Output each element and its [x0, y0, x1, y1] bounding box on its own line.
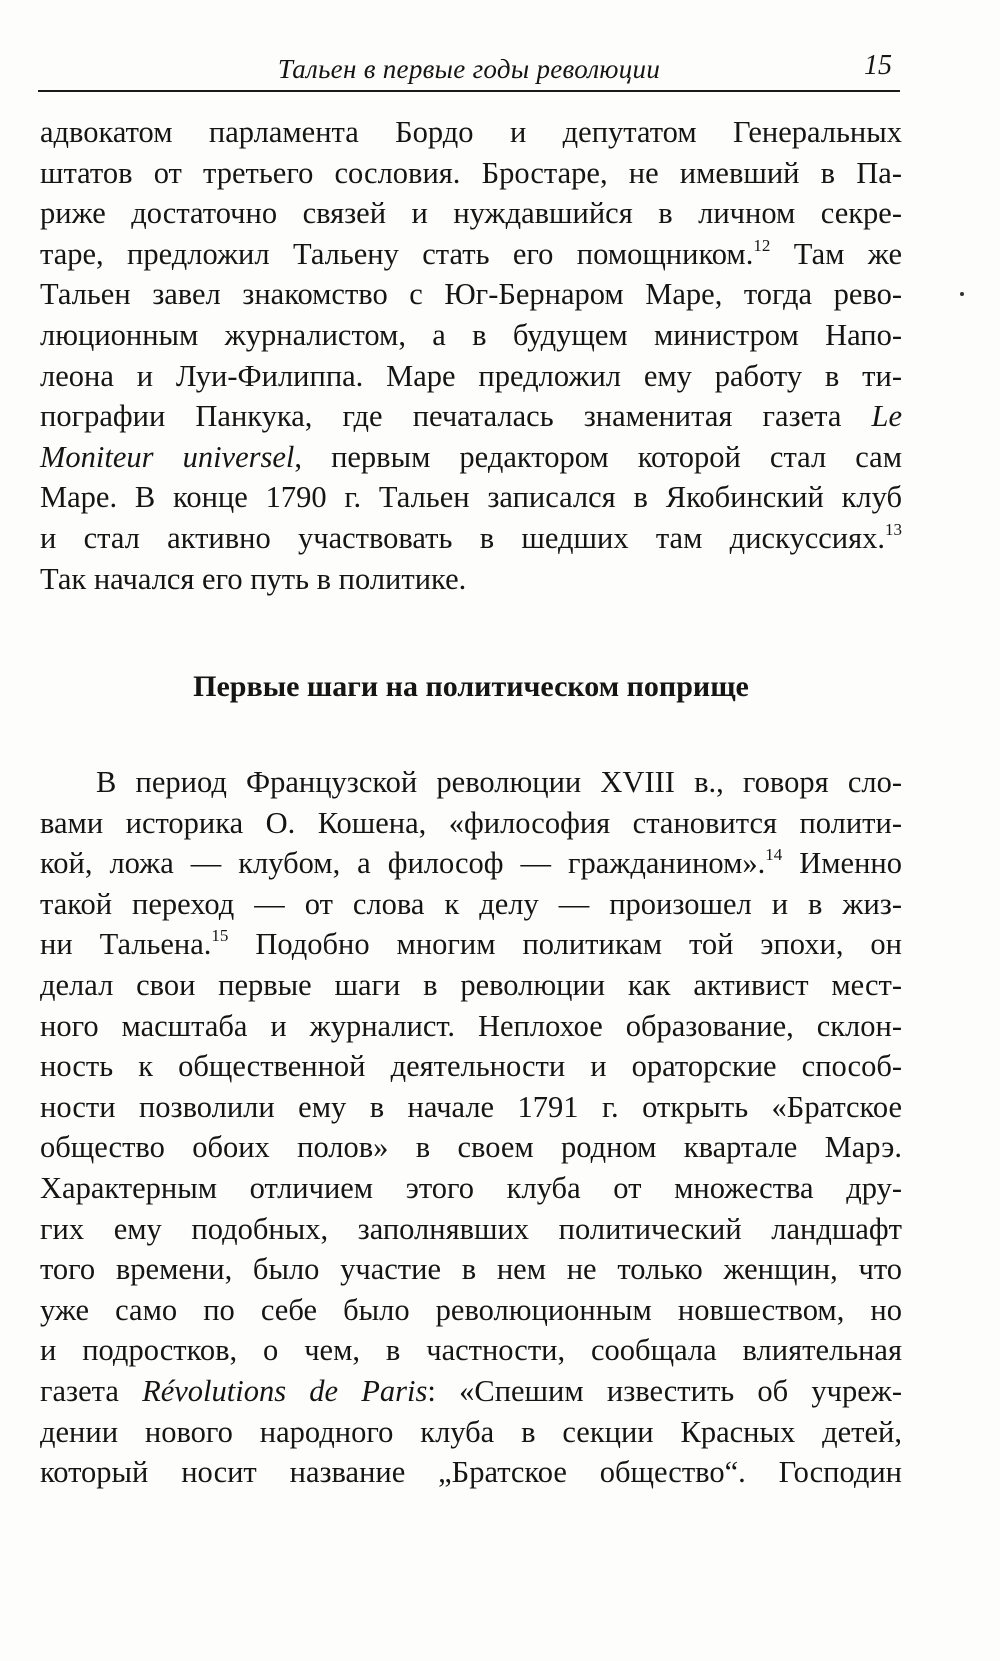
- text-line: таре, предложил Тальену стать его помощником.$^{12}$ Там же: [40, 235, 903, 271]
- text-line: адвокатом парламента Бордо и депутатом Генеральных: [40, 115, 902, 149]
- text-line: газета Révolutions de Paris: «Спешим известить об учреж-: [40, 1373, 902, 1408]
- running-header: [38, 46, 900, 92]
- text-line: и стал активно участвовать в шедших там дискуссиях.$^{13}$: [40, 519, 902, 555]
- footnote-ref: 15: [211, 926, 229, 946]
- text-line: который носит название „Братское общество“. Господин: [40, 1455, 902, 1490]
- paragraph-2: [40, 762, 902, 1493]
- text-line: Тальен завел знакомство с Юг-Бернаром Маре, тогда рево-: [40, 277, 902, 312]
- newspaper-title: Révolutions de Paris: [142, 1373, 428, 1408]
- text-line: риже достаточно связей и нуждавшийся в личном секре-: [40, 196, 902, 231]
- text-line: кой, ложа — клубом, а философ — гражданином».$^{14}$ Именно: [40, 845, 902, 881]
- newspaper-title: Le: [871, 399, 902, 434]
- section-heading: Первые шаги на политическом поприще: [193, 670, 749, 703]
- scan-speck: [960, 292, 964, 296]
- text-line: того времени, было участие в нем не только женщин, что: [40, 1252, 902, 1287]
- text-line: пографии Панкука, где печаталась знаменитая газета Le: [40, 399, 902, 434]
- text-line: Характерным отличием этого клуба от множества дру-: [40, 1170, 902, 1205]
- page-number: 15: [864, 50, 892, 81]
- text-line: и подростков, о чем, в частности, сообщала влиятельная: [40, 1333, 902, 1368]
- paragraph-1: [40, 112, 902, 599]
- text-line: гих ему подобных, заполнявших политический ландшафт: [40, 1211, 902, 1246]
- text-line: уже само по себе было революционным новшеством, но: [40, 1292, 902, 1327]
- footnote-ref: 14: [765, 845, 783, 865]
- text-line: В период Французской революции XVIII в., говоря сло-: [96, 765, 902, 799]
- text-line: Так начался его путь в политике.: [40, 561, 467, 596]
- footnote-ref: 12: [753, 235, 771, 255]
- text-line: общество обоих полов» в своем родном квартале Марэ.: [40, 1130, 902, 1165]
- text-line: вами историка О. Кошена, «философия становится полити-: [40, 805, 902, 840]
- running-title: Тальен в первые годы революции: [277, 54, 661, 84]
- text-line: такой переход — от слова к делу — произошел и в жиз-: [40, 886, 902, 921]
- text-line: ного масштаба и журналист. Неплохое образование, склон-: [40, 1008, 902, 1043]
- text-line: леона и Луи-Филиппа. Маре предложил ему работу в ти-: [40, 358, 902, 393]
- text-line: ни Тальена.$^{15}$ Подобно многим политикам той эпохи, он: [40, 926, 902, 962]
- text-line: ность к общественной деятельности и ораторские способ-: [40, 1049, 902, 1084]
- text-line: штатов от третьего сословия. Бростаре, не имевший в Па-: [40, 155, 902, 190]
- text-line: люционным журналистом, а в будущем министром Напо-: [40, 317, 902, 352]
- text-line: ности позволили ему в начале 1791 г. открыть «Братское: [40, 1089, 902, 1124]
- text-line: Маре. В конце 1790 г. Тальен записался в Якобинский клуб: [40, 480, 902, 515]
- footnote-ref: 13: [885, 519, 902, 539]
- text-line: дении нового народного клуба в секции Красных детей,: [40, 1414, 902, 1449]
- text-line: Moniteur universel, первым редактором которой стал сам: [40, 439, 902, 474]
- newspaper-title: Moniteur universel: [40, 439, 295, 474]
- text-line: делал свои первые шаги в революции как активист мест-: [40, 967, 902, 1002]
